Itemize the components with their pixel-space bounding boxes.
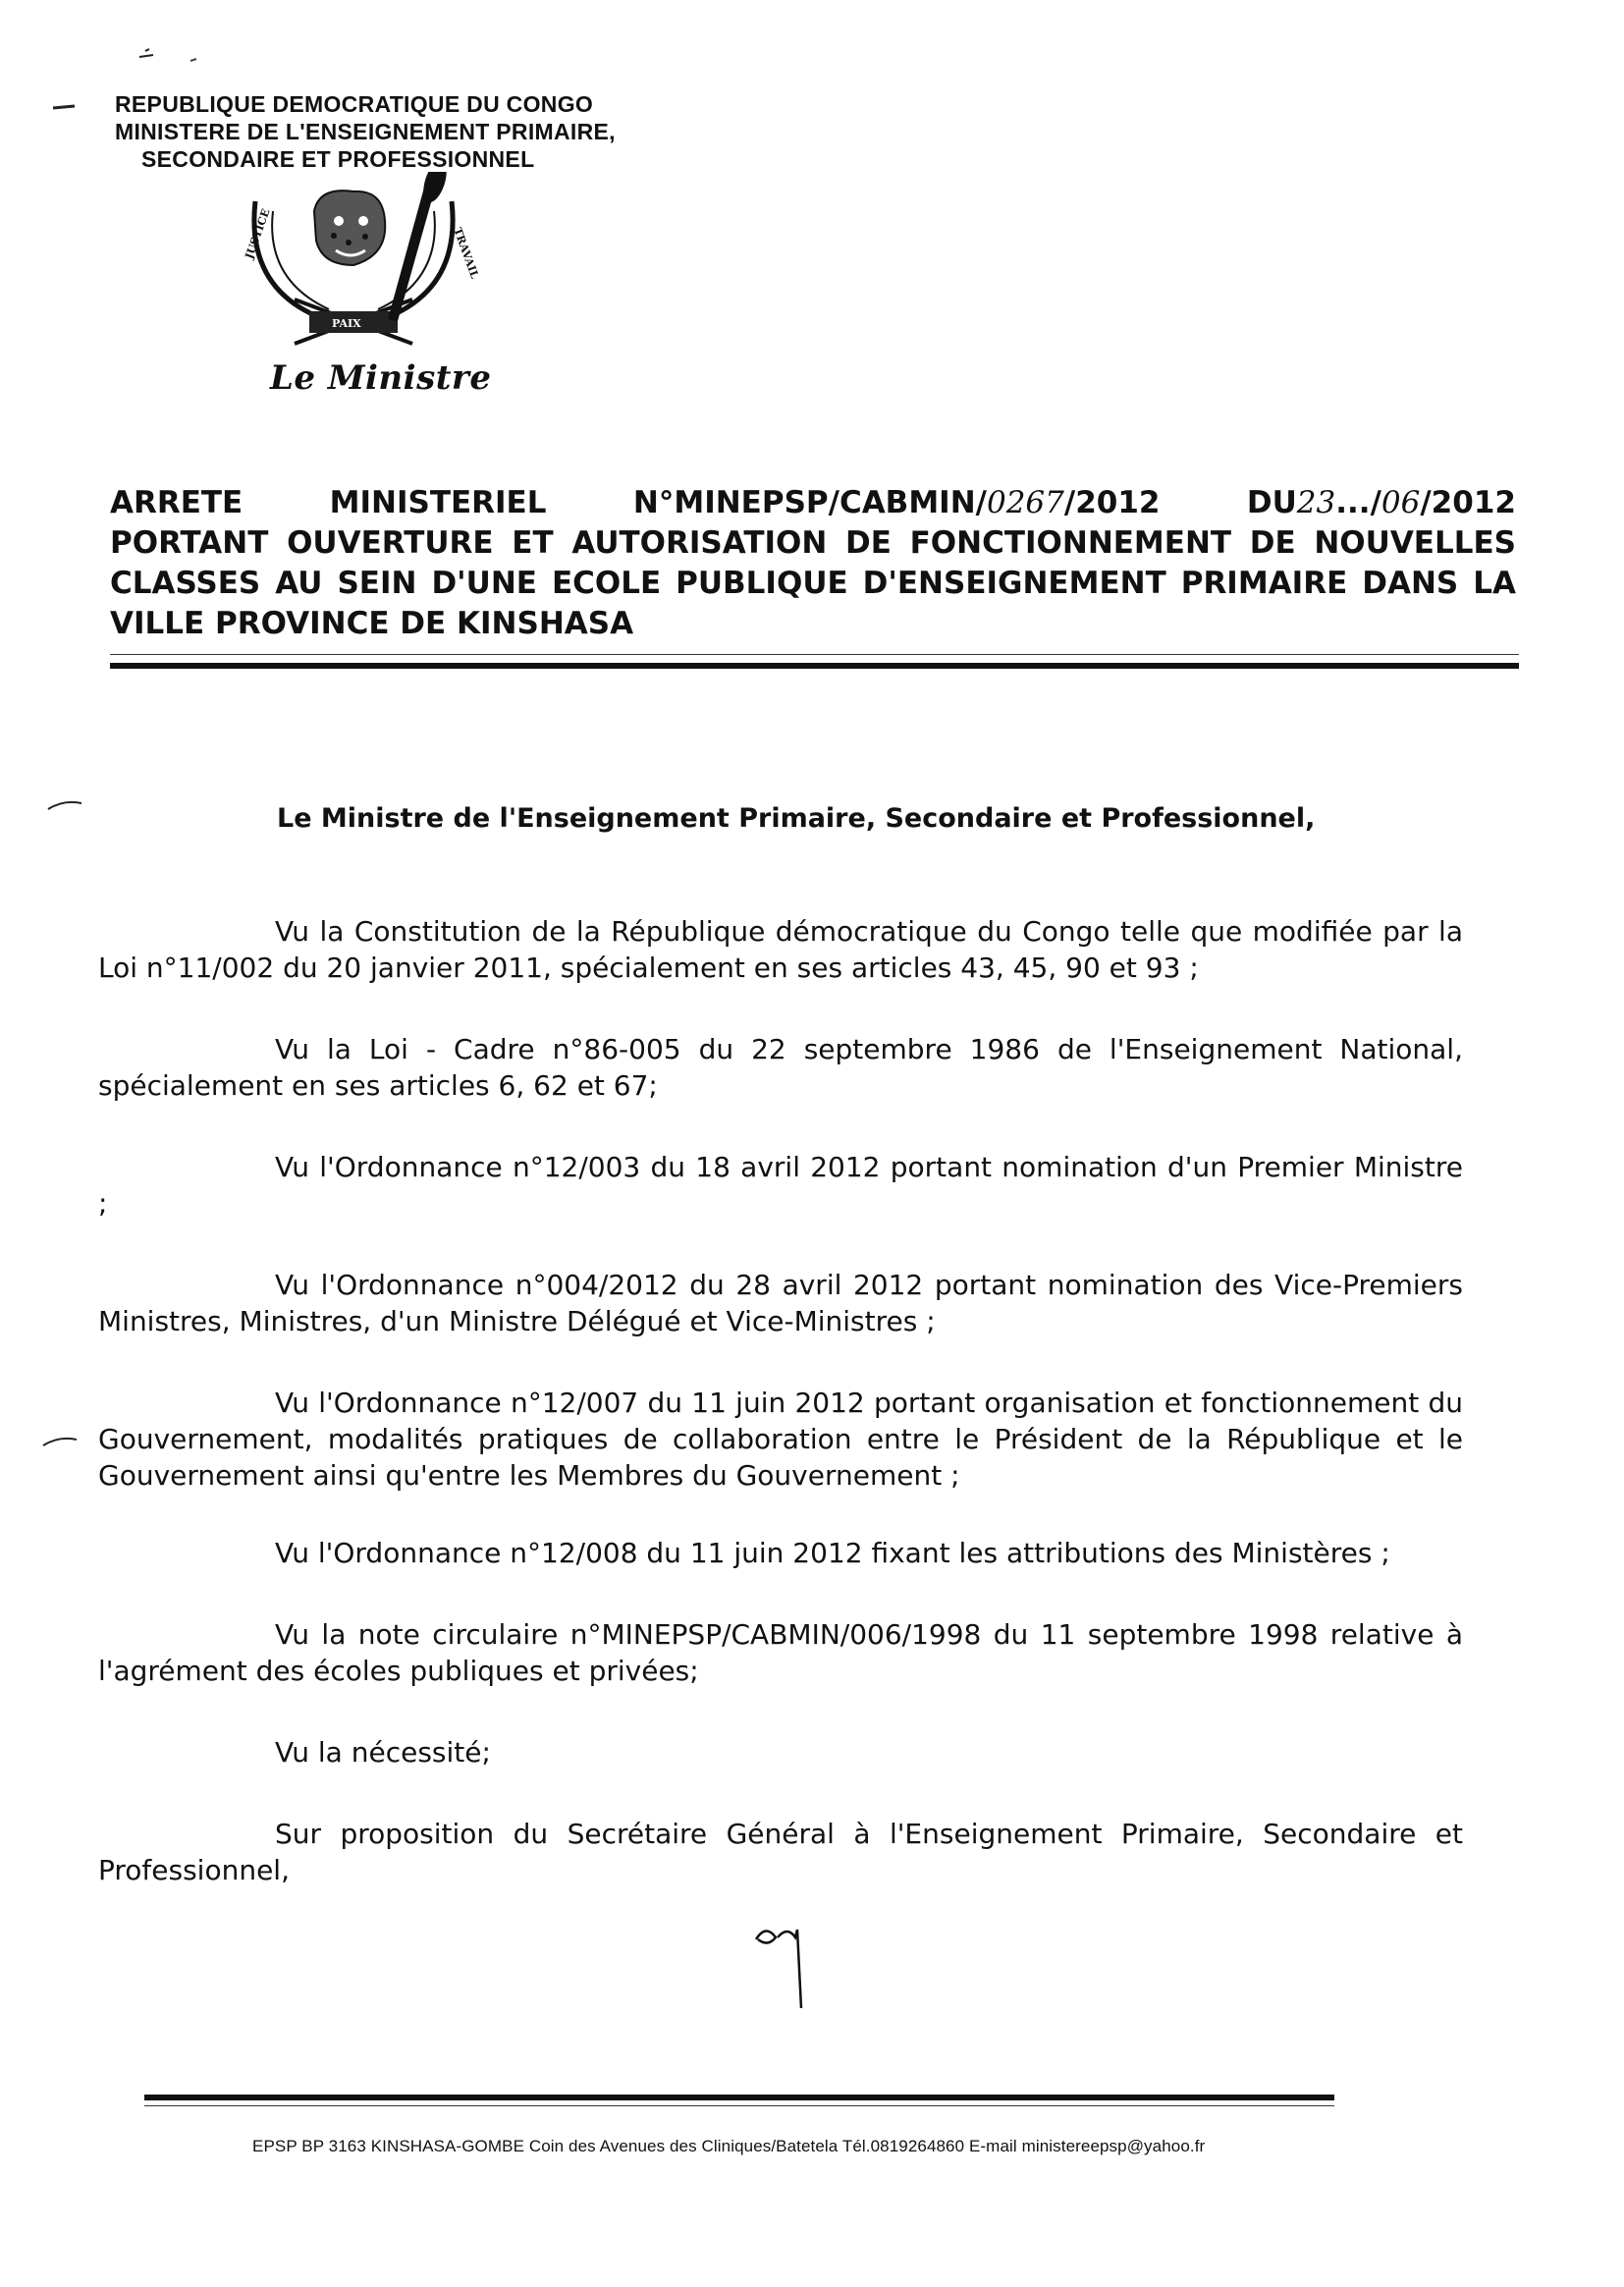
- letterhead: [115, 90, 704, 173]
- letterhead-ministry: MINISTERE DE L'ENSEIGNEMENT PRIMAIRE,: [115, 119, 616, 144]
- emblem-word-justice: JUSTICE: [243, 206, 273, 261]
- scan-mark: [39, 1432, 88, 1451]
- title-divider: [110, 663, 1519, 669]
- clause-ordonnance-gouvernement: Vu l'Ordonnance n°12/007 du 11 juin 2012 portant organisation et fonctionnement du Gouvernement, modalités pratiques de collaboration entre le Président de la République et le Gouvernement ainsi qu'entre les Membres du Gouvernement ;: [98, 1387, 1463, 1492]
- clause-note-circulaire: Vu la note circulaire n°MINEPSP/CABMIN/006/1998 du 11 septembre 1998 relative à l'agrément des écoles publiques et privées;: [98, 1618, 1463, 1687]
- emblem-word-paix: PAIX: [332, 317, 361, 330]
- letterhead-ministry-cont: SECONDAIRE ET PROFESSIONNEL: [141, 146, 535, 172]
- scan-mark: [49, 98, 88, 118]
- scan-mark: [135, 37, 204, 77]
- decree-title: [110, 483, 1516, 644]
- handwritten-initials: [748, 1910, 837, 2018]
- decree-subject: PORTANT OUVERTURE ET AUTORISATION DE FONCTIONNEMENT DE NOUVELLES CLASSES AU SEIN D'UNE ECOLE PUBLIQUE D'ENSEIGNEMENT PRIMAIRE DANS LA VILLE PROVINCE DE KINSHASA: [110, 525, 1516, 641]
- clause-ordonnance-premier-ministre: Vu l'Ordonnance n°12/003 du 18 avril 2012 portant nomination d'un Premier Ministre ;: [98, 1151, 1463, 1220]
- decree-ref-prefix: ARRETE: [110, 485, 244, 520]
- minister-heading: Le Ministre de l'Enseignement Primaire, Secondaire et Professionnel,: [277, 803, 1316, 834]
- footer-divider: [144, 2095, 1334, 2100]
- decree-month-handwritten: 06: [1380, 485, 1421, 520]
- footer-address: EPSP BP 3163 KINSHASA-GOMBE Coin des Avenues des Cliniques/Batetela Tél.0819264860 E-mail ministereepsp@yahoo.fr: [252, 2137, 1206, 2155]
- clause-ordonnance-ministres: Vu l'Ordonnance n°004/2012 du 28 avril 2012 portant nomination des Vice-Premiers Ministres, Ministres, d'un Ministre Délégué et Vice-Ministres ;: [98, 1269, 1463, 1337]
- decree-number: [633, 483, 1161, 523]
- decree-ref-word: MINISTERIEL: [329, 485, 547, 520]
- clause-necessite: Vu la nécessité;: [275, 1736, 491, 1769]
- clause-constitution: Vu la Constitution de la République démocratique du Congo telle que modifiée par la Loi n°11/002 du 20 janvier 2011, spécialement en ses articles 43, 45, 90 et 93 ;: [98, 915, 1463, 984]
- decree-date-dots: .../: [1335, 485, 1381, 520]
- signatory-title: Le Ministre: [270, 358, 492, 398]
- letterhead-country: REPUBLIQUE DEMOCRATIQUE DU CONGO: [115, 91, 594, 117]
- scan-mark: [44, 795, 93, 815]
- clause-loi-cadre: Vu la Loi - Cadre n°86-005 du 22 septembre 1986 de l'Enseignement National, spécialement en ses articles 6, 62 et 67;: [98, 1033, 1463, 1102]
- decree-date-label: DU: [1246, 485, 1297, 520]
- decree-date-year: /2012: [1420, 485, 1516, 520]
- preamble-clauses: [98, 913, 1463, 1933]
- decree-number-handwritten: 0267: [986, 485, 1064, 520]
- decree-day-handwritten: 23: [1296, 485, 1336, 520]
- decree-year: /2012: [1063, 485, 1161, 520]
- coat-of-arms-icon: [226, 172, 481, 349]
- decree-date: [1247, 483, 1516, 523]
- title-divider-thin: [110, 654, 1519, 655]
- footer-divider-thin: [144, 2105, 1334, 2106]
- clause-proposition: Sur proposition du Secrétaire Général à l'Enseignement Primaire, Secondaire et Professionnel,: [98, 1818, 1463, 1886]
- decree-reference: [110, 483, 1516, 523]
- emblem-word-travail: TRAVAIL: [451, 226, 481, 281]
- decree-number-label: N°MINEPSP/CABMIN/: [632, 485, 987, 520]
- clause-ordonnance-attributions: Vu l'Ordonnance n°12/008 du 11 juin 2012 fixant les attributions des Ministères ;: [275, 1537, 1390, 1569]
